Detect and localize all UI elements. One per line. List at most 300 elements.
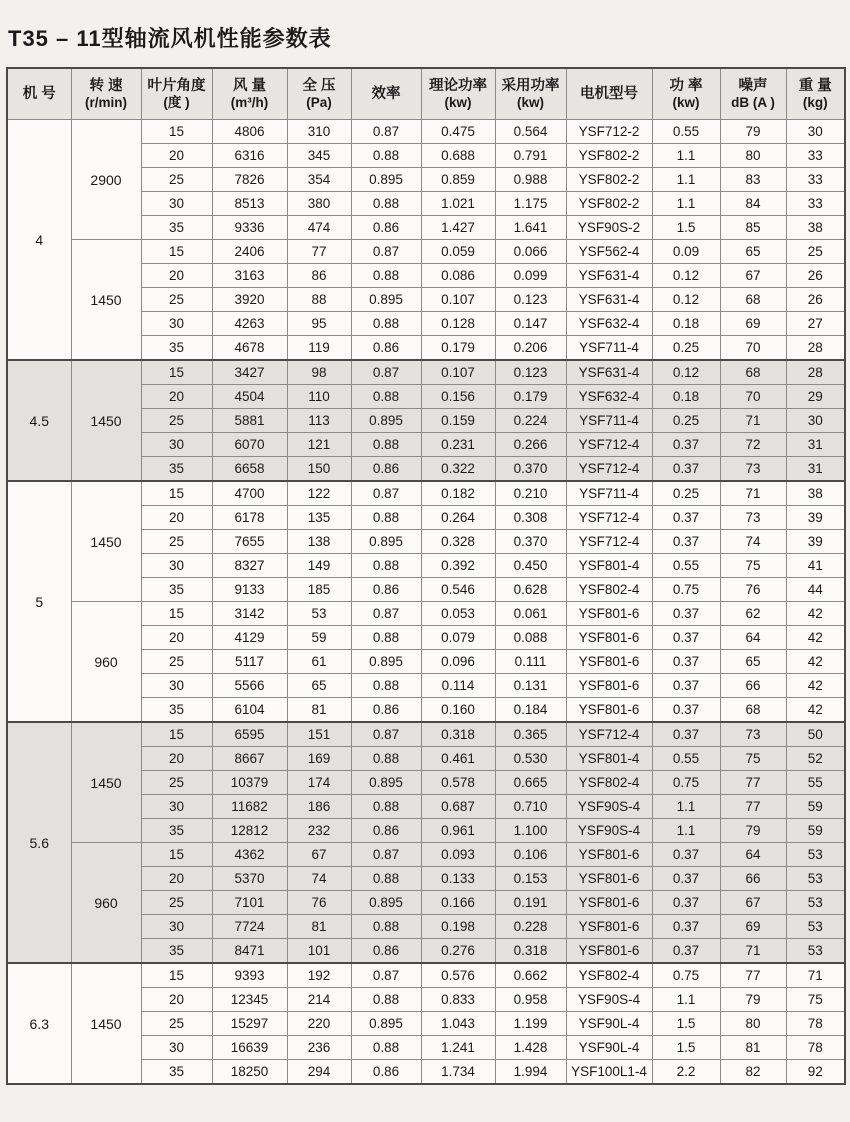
- cell-total-pressure: 174: [287, 771, 351, 795]
- cell-adopted-power: 0.066: [495, 240, 566, 264]
- cell-noise: 68: [720, 288, 786, 312]
- cell-adopted-power: 0.308: [495, 506, 566, 530]
- cell-power: 0.55: [652, 120, 720, 144]
- cell-motor-model: YSF712-4: [566, 506, 652, 530]
- cell-efficiency: 0.87: [351, 963, 421, 988]
- cell-weight: 33: [786, 168, 845, 192]
- cell-adopted-power: 0.179: [495, 385, 566, 409]
- cell-power: 0.55: [652, 554, 720, 578]
- cell-weight: 33: [786, 144, 845, 168]
- cell-speed: 1450: [71, 481, 141, 602]
- cell-theoretical-power: 0.133: [421, 867, 495, 891]
- cell-motor-model: YSF801-6: [566, 939, 652, 964]
- cell-noise: 71: [720, 481, 786, 506]
- cell-theoretical-power: 0.688: [421, 144, 495, 168]
- cell-blade-angle: 30: [141, 915, 212, 939]
- cell-total-pressure: 474: [287, 216, 351, 240]
- cell-motor-model: YSF100L1-4: [566, 1060, 652, 1085]
- cell-total-pressure: 149: [287, 554, 351, 578]
- cell-efficiency: 0.88: [351, 1036, 421, 1060]
- cell-weight: 27: [786, 312, 845, 336]
- cell-power: 0.37: [652, 650, 720, 674]
- cell-blade-angle: 35: [141, 578, 212, 602]
- column-header-adopted-power: 采用功率 (kw): [495, 68, 566, 120]
- column-header-total-pressure: 全 压 (Pa): [287, 68, 351, 120]
- cell-air-volume: 3427: [212, 360, 287, 385]
- cell-power: 0.37: [652, 530, 720, 554]
- cell-noise: 84: [720, 192, 786, 216]
- cell-blade-angle: 20: [141, 264, 212, 288]
- cell-weight: 42: [786, 602, 845, 626]
- cell-efficiency: 0.87: [351, 722, 421, 747]
- column-header-noise: 噪声 dB (A ): [720, 68, 786, 120]
- cell-adopted-power: 1.428: [495, 1036, 566, 1060]
- cell-weight: 42: [786, 626, 845, 650]
- cell-air-volume: 16639: [212, 1036, 287, 1060]
- cell-noise: 70: [720, 385, 786, 409]
- cell-theoretical-power: 0.276: [421, 939, 495, 964]
- cell-motor-model: YSF631-4: [566, 288, 652, 312]
- cell-noise: 77: [720, 771, 786, 795]
- cell-adopted-power: 0.099: [495, 264, 566, 288]
- cell-blade-angle: 35: [141, 457, 212, 482]
- cell-theoretical-power: 0.318: [421, 722, 495, 747]
- cell-power: 0.37: [652, 698, 720, 723]
- cell-weight: 53: [786, 843, 845, 867]
- cell-total-pressure: 150: [287, 457, 351, 482]
- cell-total-pressure: 192: [287, 963, 351, 988]
- header-row: [7, 68, 845, 120]
- cell-power: 2.2: [652, 1060, 720, 1085]
- cell-air-volume: 10379: [212, 771, 287, 795]
- cell-blade-angle: 20: [141, 867, 212, 891]
- cell-noise: 85: [720, 216, 786, 240]
- cell-weight: 53: [786, 891, 845, 915]
- cell-air-volume: 12812: [212, 819, 287, 843]
- cell-noise: 70: [720, 336, 786, 361]
- cell-blade-angle: 25: [141, 771, 212, 795]
- cell-power: 0.75: [652, 771, 720, 795]
- cell-air-volume: 7655: [212, 530, 287, 554]
- cell-efficiency: 0.87: [351, 602, 421, 626]
- cell-total-pressure: 185: [287, 578, 351, 602]
- cell-blade-angle: 15: [141, 963, 212, 988]
- cell-power: 1.1: [652, 819, 720, 843]
- cell-theoretical-power: 0.546: [421, 578, 495, 602]
- cell-adopted-power: 0.123: [495, 360, 566, 385]
- cell-efficiency: 0.88: [351, 554, 421, 578]
- cell-air-volume: 9393: [212, 963, 287, 988]
- cell-adopted-power: 0.710: [495, 795, 566, 819]
- cell-machine-no: 5: [7, 481, 71, 722]
- cell-motor-model: YSF802-4: [566, 963, 652, 988]
- cell-air-volume: 5117: [212, 650, 287, 674]
- cell-blade-angle: 15: [141, 722, 212, 747]
- cell-total-pressure: 294: [287, 1060, 351, 1085]
- cell-noise: 77: [720, 795, 786, 819]
- cell-adopted-power: 0.318: [495, 939, 566, 964]
- cell-adopted-power: 0.228: [495, 915, 566, 939]
- table-row: [7, 360, 845, 385]
- cell-theoretical-power: 0.578: [421, 771, 495, 795]
- cell-air-volume: 6104: [212, 698, 287, 723]
- cell-noise: 66: [720, 674, 786, 698]
- cell-adopted-power: 0.147: [495, 312, 566, 336]
- cell-weight: 28: [786, 360, 845, 385]
- cell-weight: 55: [786, 771, 845, 795]
- cell-blade-angle: 20: [141, 144, 212, 168]
- cell-weight: 25: [786, 240, 845, 264]
- cell-speed: 960: [71, 843, 141, 964]
- cell-theoretical-power: 0.687: [421, 795, 495, 819]
- cell-adopted-power: 0.184: [495, 698, 566, 723]
- cell-total-pressure: 119: [287, 336, 351, 361]
- cell-power: 1.1: [652, 192, 720, 216]
- cell-blade-angle: 35: [141, 939, 212, 964]
- cell-theoretical-power: 0.053: [421, 602, 495, 626]
- cell-power: 0.75: [652, 963, 720, 988]
- cell-total-pressure: 135: [287, 506, 351, 530]
- cell-blade-angle: 15: [141, 481, 212, 506]
- cell-blade-angle: 15: [141, 240, 212, 264]
- cell-air-volume: 12345: [212, 988, 287, 1012]
- cell-air-volume: 8327: [212, 554, 287, 578]
- cell-noise: 71: [720, 939, 786, 964]
- table-body: [7, 120, 845, 1085]
- table-header: [7, 68, 845, 120]
- cell-theoretical-power: 1.021: [421, 192, 495, 216]
- cell-weight: 42: [786, 650, 845, 674]
- cell-noise: 73: [720, 506, 786, 530]
- cell-noise: 79: [720, 819, 786, 843]
- cell-total-pressure: 214: [287, 988, 351, 1012]
- cell-air-volume: 11682: [212, 795, 287, 819]
- cell-total-pressure: 380: [287, 192, 351, 216]
- cell-efficiency: 0.87: [351, 120, 421, 144]
- cell-theoretical-power: 0.156: [421, 385, 495, 409]
- cell-blade-angle: 20: [141, 626, 212, 650]
- cell-adopted-power: 0.224: [495, 409, 566, 433]
- cell-theoretical-power: 0.096: [421, 650, 495, 674]
- cell-air-volume: 3142: [212, 602, 287, 626]
- cell-adopted-power: 0.628: [495, 578, 566, 602]
- cell-total-pressure: 59: [287, 626, 351, 650]
- cell-theoretical-power: 0.128: [421, 312, 495, 336]
- column-header-theoretical-power: 理论功率 (kw): [421, 68, 495, 120]
- cell-blade-angle: 25: [141, 891, 212, 915]
- cell-theoretical-power: 0.392: [421, 554, 495, 578]
- cell-total-pressure: 98: [287, 360, 351, 385]
- table-row: [7, 602, 845, 626]
- cell-efficiency: 0.87: [351, 360, 421, 385]
- cell-power: 0.12: [652, 288, 720, 312]
- cell-total-pressure: 67: [287, 843, 351, 867]
- cell-efficiency: 0.895: [351, 168, 421, 192]
- cell-air-volume: 4678: [212, 336, 287, 361]
- cell-weight: 44: [786, 578, 845, 602]
- cell-noise: 83: [720, 168, 786, 192]
- cell-speed: 1450: [71, 360, 141, 481]
- cell-adopted-power: 1.641: [495, 216, 566, 240]
- cell-adopted-power: 0.206: [495, 336, 566, 361]
- cell-total-pressure: 65: [287, 674, 351, 698]
- cell-weight: 92: [786, 1060, 845, 1085]
- cell-total-pressure: 151: [287, 722, 351, 747]
- cell-total-pressure: 110: [287, 385, 351, 409]
- cell-total-pressure: 61: [287, 650, 351, 674]
- cell-efficiency: 0.895: [351, 1012, 421, 1036]
- cell-air-volume: 5566: [212, 674, 287, 698]
- cell-theoretical-power: 0.079: [421, 626, 495, 650]
- cell-noise: 64: [720, 843, 786, 867]
- cell-motor-model: YSF90S-4: [566, 988, 652, 1012]
- cell-total-pressure: 113: [287, 409, 351, 433]
- cell-speed: 1450: [71, 963, 141, 1084]
- cell-machine-no: 4: [7, 120, 71, 361]
- cell-blade-angle: 30: [141, 554, 212, 578]
- cell-blade-angle: 25: [141, 650, 212, 674]
- cell-adopted-power: 0.266: [495, 433, 566, 457]
- cell-motor-model: YSF801-6: [566, 698, 652, 723]
- cell-blade-angle: 35: [141, 1060, 212, 1085]
- cell-power: 1.5: [652, 1036, 720, 1060]
- cell-theoretical-power: 1.043: [421, 1012, 495, 1036]
- cell-weight: 39: [786, 530, 845, 554]
- cell-power: 0.37: [652, 433, 720, 457]
- cell-efficiency: 0.88: [351, 312, 421, 336]
- cell-motor-model: YSF801-6: [566, 626, 652, 650]
- cell-air-volume: 6595: [212, 722, 287, 747]
- cell-power: 0.37: [652, 457, 720, 482]
- cell-theoretical-power: 0.475: [421, 120, 495, 144]
- cell-blade-angle: 25: [141, 1012, 212, 1036]
- cell-efficiency: 0.88: [351, 988, 421, 1012]
- table-row: [7, 963, 845, 988]
- cell-blade-angle: 30: [141, 674, 212, 698]
- cell-speed: 1450: [71, 240, 141, 361]
- cell-air-volume: 6070: [212, 433, 287, 457]
- cell-efficiency: 0.88: [351, 192, 421, 216]
- cell-theoretical-power: 0.576: [421, 963, 495, 988]
- cell-power: 0.18: [652, 385, 720, 409]
- cell-total-pressure: 77: [287, 240, 351, 264]
- cell-motor-model: YSF712-4: [566, 722, 652, 747]
- column-header-machine-no: 机 号: [7, 68, 71, 120]
- cell-efficiency: 0.895: [351, 891, 421, 915]
- cell-motor-model: YSF711-4: [566, 336, 652, 361]
- cell-total-pressure: 121: [287, 433, 351, 457]
- cell-theoretical-power: 0.859: [421, 168, 495, 192]
- cell-weight: 26: [786, 288, 845, 312]
- cell-weight: 42: [786, 698, 845, 723]
- cell-power: 0.25: [652, 409, 720, 433]
- cell-theoretical-power: 0.093: [421, 843, 495, 867]
- table-row: [7, 481, 845, 506]
- cell-air-volume: 8667: [212, 747, 287, 771]
- cell-motor-model: YSF802-2: [566, 192, 652, 216]
- cell-air-volume: 4806: [212, 120, 287, 144]
- table-row: [7, 120, 845, 144]
- cell-weight: 59: [786, 795, 845, 819]
- cell-blade-angle: 15: [141, 602, 212, 626]
- cell-weight: 31: [786, 457, 845, 482]
- cell-noise: 80: [720, 144, 786, 168]
- cell-air-volume: 8513: [212, 192, 287, 216]
- cell-weight: 78: [786, 1012, 845, 1036]
- table-row: [7, 240, 845, 264]
- cell-motor-model: YSF801-6: [566, 650, 652, 674]
- cell-weight: 53: [786, 915, 845, 939]
- cell-air-volume: 6178: [212, 506, 287, 530]
- cell-theoretical-power: 0.160: [421, 698, 495, 723]
- column-header-air-volume: 风 量 (m³/h): [212, 68, 287, 120]
- cell-noise: 65: [720, 650, 786, 674]
- cell-weight: 38: [786, 481, 845, 506]
- cell-adopted-power: 0.662: [495, 963, 566, 988]
- cell-weight: 53: [786, 867, 845, 891]
- cell-blade-angle: 35: [141, 336, 212, 361]
- cell-air-volume: 4504: [212, 385, 287, 409]
- cell-air-volume: 4263: [212, 312, 287, 336]
- cell-power: 1.5: [652, 1012, 720, 1036]
- table-row: [7, 843, 845, 867]
- cell-efficiency: 0.895: [351, 650, 421, 674]
- table-row: [7, 722, 845, 747]
- cell-air-volume: 4362: [212, 843, 287, 867]
- cell-motor-model: YSF801-6: [566, 602, 652, 626]
- cell-adopted-power: 1.100: [495, 819, 566, 843]
- cell-adopted-power: 0.106: [495, 843, 566, 867]
- cell-total-pressure: 88: [287, 288, 351, 312]
- cell-motor-model: YSF801-6: [566, 843, 652, 867]
- cell-motor-model: YSF562-4: [566, 240, 652, 264]
- cell-efficiency: 0.86: [351, 1060, 421, 1085]
- cell-power: 0.37: [652, 939, 720, 964]
- cell-air-volume: 15297: [212, 1012, 287, 1036]
- cell-motor-model: YSF802-4: [566, 578, 652, 602]
- cell-motor-model: YSF802-4: [566, 771, 652, 795]
- cell-adopted-power: 1.199: [495, 1012, 566, 1036]
- cell-efficiency: 0.87: [351, 240, 421, 264]
- cell-blade-angle: 35: [141, 216, 212, 240]
- cell-total-pressure: 169: [287, 747, 351, 771]
- cell-motor-model: YSF631-4: [566, 264, 652, 288]
- cell-air-volume: 5881: [212, 409, 287, 433]
- cell-theoretical-power: 0.182: [421, 481, 495, 506]
- cell-motor-model: YSF712-4: [566, 433, 652, 457]
- cell-theoretical-power: 0.833: [421, 988, 495, 1012]
- cell-theoretical-power: 0.328: [421, 530, 495, 554]
- cell-theoretical-power: 1.734: [421, 1060, 495, 1085]
- cell-air-volume: 4129: [212, 626, 287, 650]
- cell-efficiency: 0.86: [351, 698, 421, 723]
- cell-adopted-power: 0.370: [495, 457, 566, 482]
- cell-blade-angle: 25: [141, 288, 212, 312]
- cell-air-volume: 7724: [212, 915, 287, 939]
- cell-efficiency: 0.88: [351, 747, 421, 771]
- cell-adopted-power: 0.370: [495, 530, 566, 554]
- cell-blade-angle: 30: [141, 1036, 212, 1060]
- cell-total-pressure: 186: [287, 795, 351, 819]
- cell-noise: 76: [720, 578, 786, 602]
- cell-blade-angle: 20: [141, 385, 212, 409]
- cell-adopted-power: 0.450: [495, 554, 566, 578]
- cell-speed: 1450: [71, 722, 141, 843]
- cell-weight: 59: [786, 819, 845, 843]
- cell-theoretical-power: 0.086: [421, 264, 495, 288]
- cell-total-pressure: 310: [287, 120, 351, 144]
- cell-total-pressure: 345: [287, 144, 351, 168]
- cell-adopted-power: 0.365: [495, 722, 566, 747]
- cell-power: 0.75: [652, 578, 720, 602]
- cell-weight: 30: [786, 409, 845, 433]
- cell-theoretical-power: 0.961: [421, 819, 495, 843]
- cell-weight: 71: [786, 963, 845, 988]
- cell-weight: 53: [786, 939, 845, 964]
- cell-adopted-power: 0.153: [495, 867, 566, 891]
- cell-noise: 72: [720, 433, 786, 457]
- cell-air-volume: 4700: [212, 481, 287, 506]
- cell-efficiency: 0.86: [351, 819, 421, 843]
- cell-blade-angle: 30: [141, 433, 212, 457]
- cell-noise: 73: [720, 722, 786, 747]
- cell-theoretical-power: 0.159: [421, 409, 495, 433]
- cell-power: 0.12: [652, 264, 720, 288]
- cell-weight: 26: [786, 264, 845, 288]
- cell-theoretical-power: 0.166: [421, 891, 495, 915]
- cell-power: 0.37: [652, 891, 720, 915]
- cell-noise: 68: [720, 360, 786, 385]
- cell-motor-model: YSF90L-4: [566, 1012, 652, 1036]
- cell-noise: 73: [720, 457, 786, 482]
- cell-air-volume: 9133: [212, 578, 287, 602]
- cell-machine-no: 4.5: [7, 360, 71, 481]
- cell-efficiency: 0.86: [351, 457, 421, 482]
- cell-motor-model: YSF632-4: [566, 385, 652, 409]
- cell-total-pressure: 95: [287, 312, 351, 336]
- cell-adopted-power: 0.791: [495, 144, 566, 168]
- cell-noise: 67: [720, 264, 786, 288]
- cell-total-pressure: 53: [287, 602, 351, 626]
- cell-weight: 50: [786, 722, 845, 747]
- cell-blade-angle: 25: [141, 168, 212, 192]
- cell-noise: 74: [720, 530, 786, 554]
- cell-noise: 64: [720, 626, 786, 650]
- cell-weight: 52: [786, 747, 845, 771]
- cell-motor-model: YSF90S-2: [566, 216, 652, 240]
- cell-noise: 68: [720, 698, 786, 723]
- cell-adopted-power: 0.111: [495, 650, 566, 674]
- cell-blade-angle: 15: [141, 360, 212, 385]
- cell-speed: 960: [71, 602, 141, 723]
- cell-motor-model: YSF711-4: [566, 409, 652, 433]
- column-header-power: 功 率 (kw): [652, 68, 720, 120]
- column-header-weight: 重 量 (kg): [786, 68, 845, 120]
- cell-theoretical-power: 0.198: [421, 915, 495, 939]
- cell-total-pressure: 138: [287, 530, 351, 554]
- cell-adopted-power: 0.131: [495, 674, 566, 698]
- cell-power: 1.1: [652, 144, 720, 168]
- cell-total-pressure: 81: [287, 915, 351, 939]
- cell-weight: 41: [786, 554, 845, 578]
- cell-weight: 39: [786, 506, 845, 530]
- cell-theoretical-power: 0.322: [421, 457, 495, 482]
- cell-blade-angle: 20: [141, 506, 212, 530]
- column-header-motor-model: 电机型号: [566, 68, 652, 120]
- cell-air-volume: 7101: [212, 891, 287, 915]
- cell-efficiency: 0.86: [351, 939, 421, 964]
- cell-efficiency: 0.88: [351, 264, 421, 288]
